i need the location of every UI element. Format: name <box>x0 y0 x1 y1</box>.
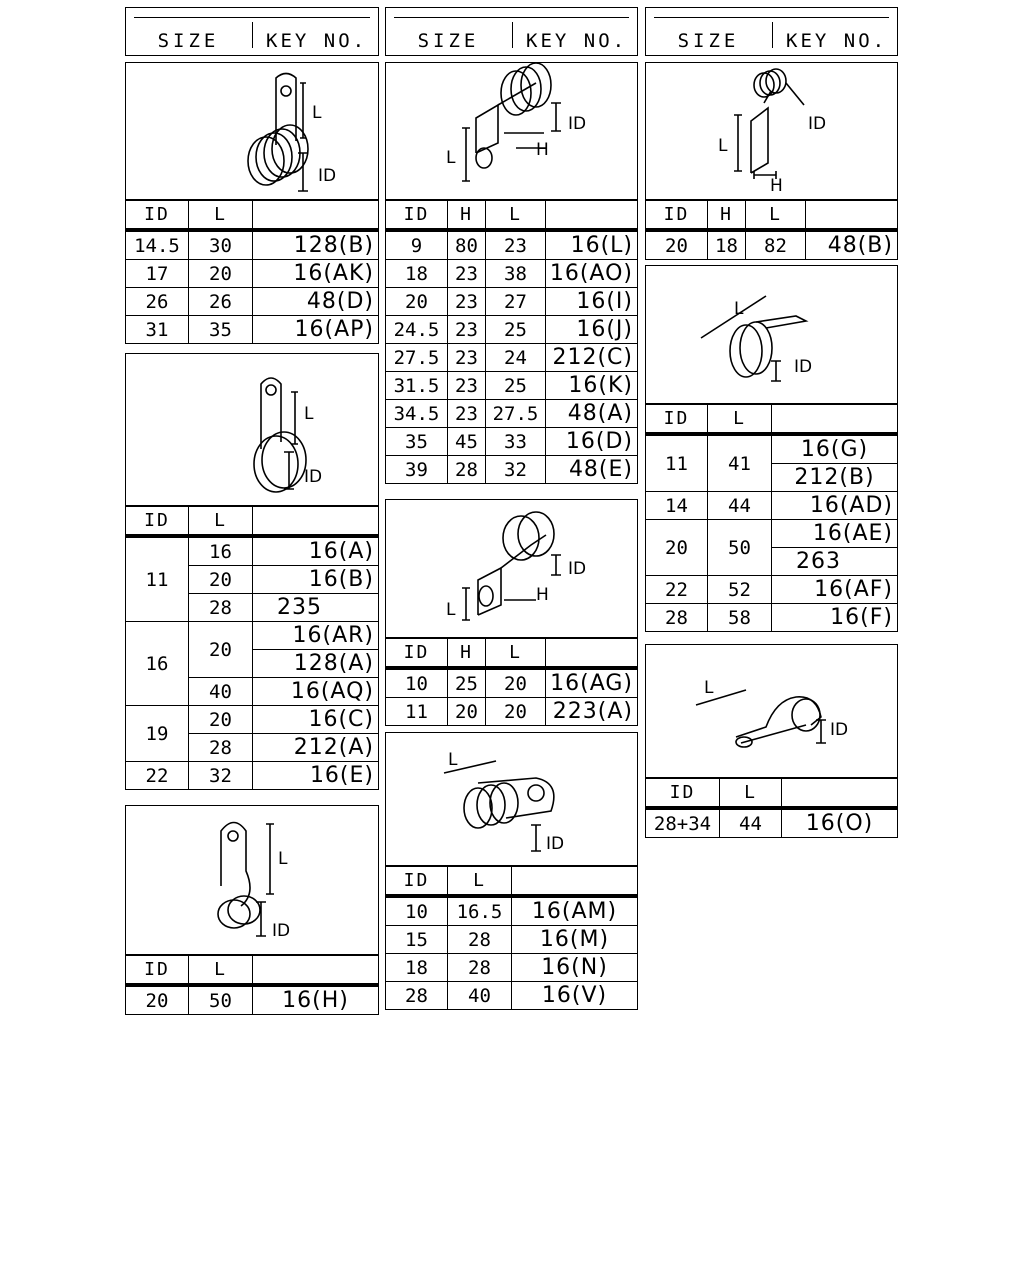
table-cell: 20 <box>386 288 448 316</box>
table-cell: 9 <box>386 230 448 260</box>
table-row <box>126 956 379 986</box>
drawing-stroke <box>501 71 531 115</box>
table-cell: 23 <box>448 260 486 288</box>
table-cell: ID <box>386 867 448 897</box>
table-row <box>646 230 898 260</box>
clamp-offset-drawing <box>386 500 639 639</box>
table-cell: 16(K) <box>546 372 638 400</box>
table-cell: 16(D) <box>546 428 638 456</box>
dimension-label: L <box>704 678 714 698</box>
drawing-stroke <box>751 108 768 173</box>
clamp-hook-drawing <box>646 63 899 201</box>
table-row <box>646 808 898 838</box>
table-cell: 40 <box>189 678 253 706</box>
table-cell: L <box>708 405 772 435</box>
table-cell: 16(AP) <box>253 316 379 344</box>
table-cell: 41 <box>708 434 772 492</box>
table-cell: 23 <box>448 316 486 344</box>
table-cell: 20 <box>189 260 253 288</box>
table-cell: 48(B) <box>806 230 898 260</box>
table-cell: 48(A) <box>546 400 638 428</box>
table-cell: 18 <box>386 260 448 288</box>
table-cell: ID <box>386 639 448 669</box>
table-row <box>386 954 638 982</box>
table-cell: L <box>189 507 253 537</box>
table-row <box>646 405 898 435</box>
table-cell: 34.5 <box>386 400 448 428</box>
clamp-loop-drawing <box>126 806 380 956</box>
table-cell: 11 <box>646 434 708 492</box>
table-cell: 82 <box>746 230 806 260</box>
size-table-c1-3 <box>125 955 379 1015</box>
table-cell: 35 <box>189 316 253 344</box>
dimension-label: H <box>536 140 549 160</box>
table-cell: L <box>486 639 546 669</box>
table-cell: ID <box>126 201 189 231</box>
table-cell: L <box>189 201 253 231</box>
clamp-figure-hook <box>645 62 898 200</box>
drawing-stroke <box>477 785 505 825</box>
table-cell: L <box>720 779 782 809</box>
key-no-header: KEY NO. <box>266 30 368 52</box>
table-cell <box>253 956 379 986</box>
table-cell: 16(N) <box>512 954 638 982</box>
table-cell: L <box>189 956 253 986</box>
table-cell: 23 <box>486 230 546 260</box>
table-cell: 16(AE) <box>772 520 898 548</box>
size-header: SIZE <box>157 30 220 52</box>
table-cell <box>546 201 638 231</box>
dimension-label: ID <box>568 114 587 134</box>
table-cell: 28 <box>448 456 486 484</box>
key-no-header: KEY NO. <box>786 30 888 52</box>
drawing-stroke <box>266 385 276 395</box>
size-table-c2-1 <box>385 200 638 484</box>
table-cell: ID <box>646 779 720 809</box>
table-cell: 16(AO) <box>546 260 638 288</box>
table-row <box>386 867 638 897</box>
table-cell: 18 <box>386 954 448 982</box>
clamp-coil-offset-drawing <box>386 63 639 201</box>
dimension-label: ID <box>830 720 849 740</box>
table-cell: 80 <box>448 230 486 260</box>
drawing-stroke <box>476 148 492 168</box>
table-row <box>126 985 379 1015</box>
drawing-stroke <box>221 823 250 907</box>
table-cell: 212(C) <box>546 344 638 372</box>
table-cell <box>253 507 379 537</box>
table-row <box>126 288 379 316</box>
dimension-label: L <box>446 148 456 168</box>
table-cell: 263 <box>772 548 898 576</box>
table-row <box>646 520 898 548</box>
table-cell: 22 <box>126 762 189 790</box>
table-cell: 24.5 <box>386 316 448 344</box>
drawing-stroke <box>528 785 544 801</box>
drawing-stroke <box>478 568 501 615</box>
dimension-label: H <box>536 585 549 605</box>
clamp-single-tab-drawing <box>126 354 380 507</box>
table-cell: 52 <box>708 576 772 604</box>
clamp-figure-cushion <box>385 732 638 866</box>
dimension-label: ID <box>304 467 323 487</box>
drawing-stroke <box>786 83 804 105</box>
clamp-figure-coil-with-tab <box>125 62 379 200</box>
table-row <box>386 668 638 698</box>
table-cell: 16(H) <box>253 985 379 1015</box>
table-cell: 16(AM) <box>512 896 638 926</box>
column-header-3 <box>645 7 898 56</box>
table-row <box>126 507 379 537</box>
table-cell: 44 <box>708 492 772 520</box>
table-row <box>646 576 898 604</box>
table-cell: 22 <box>646 576 708 604</box>
table-cell: 128(A) <box>253 650 379 678</box>
clamp-saddle-drawing <box>646 645 899 779</box>
table-row <box>646 492 898 520</box>
table-cell: 26 <box>126 288 189 316</box>
table-cell: 30 <box>189 230 253 260</box>
table-cell: 39 <box>386 456 448 484</box>
dimension-label: ID <box>568 559 587 579</box>
table-cell: 25 <box>486 372 546 400</box>
clamp-coil-tab-drawing <box>126 63 380 201</box>
table-cell: 212(A) <box>253 734 379 762</box>
table-cell: 44 <box>720 808 782 838</box>
table-cell: 28 <box>189 594 253 622</box>
drawing-stroke <box>479 586 493 606</box>
table-cell: 212(B) <box>772 464 898 492</box>
clamp-figure-single-tab <box>125 353 379 506</box>
table-cell: 16(G) <box>772 434 898 464</box>
drawing-stroke <box>281 86 291 96</box>
table-cell: 48(E) <box>546 456 638 484</box>
table-cell: 16(O) <box>782 808 898 838</box>
table-row <box>646 434 898 464</box>
table-row <box>386 288 638 316</box>
column-header-1 <box>125 7 379 56</box>
drawing-stroke <box>291 392 298 444</box>
table-cell: 16(AQ) <box>253 678 379 706</box>
dimension-label: L <box>734 299 744 319</box>
table-row <box>126 536 379 566</box>
table-cell: 58 <box>708 604 772 632</box>
table-cell: 20 <box>486 668 546 698</box>
table-row <box>386 456 638 484</box>
table-cell: ID <box>126 507 189 537</box>
table-cell: 28 <box>448 926 512 954</box>
drawing-stroke <box>490 783 518 823</box>
table-cell: 23 <box>448 344 486 372</box>
table-row <box>386 428 638 456</box>
table-cell: 16(AK) <box>253 260 379 288</box>
drawing-stroke <box>266 824 274 894</box>
table-cell: 31 <box>126 316 189 344</box>
dimension-label: L <box>446 600 456 620</box>
drawing-stroke <box>551 555 561 575</box>
table-row <box>386 926 638 954</box>
table-cell: 33 <box>486 428 546 456</box>
drawing-stroke <box>462 128 470 181</box>
table-cell: 48(D) <box>253 288 379 316</box>
size-table-c2-3 <box>385 866 638 1010</box>
clamp-figure-coil-offset <box>385 62 638 200</box>
size-header: SIZE <box>417 30 480 52</box>
table-cell: 16(AF) <box>772 576 898 604</box>
clamp-figure-saddle <box>645 644 898 778</box>
dimension-label: ID <box>794 357 813 377</box>
table-cell: 14 <box>646 492 708 520</box>
table-cell: 20 <box>189 706 253 734</box>
size-table-c3-1 <box>645 200 898 260</box>
table-cell: 28 <box>646 604 708 632</box>
table-cell: 28+34 <box>646 808 720 838</box>
table-cell: 16(A) <box>253 536 379 566</box>
table-cell: 11 <box>126 536 189 622</box>
dimension-label: ID <box>318 166 337 186</box>
table-cell: 27.5 <box>486 400 546 428</box>
table-cell: 32 <box>189 762 253 790</box>
drawing-stroke <box>464 788 492 828</box>
table-row <box>646 779 898 809</box>
drawing-stroke <box>256 902 266 936</box>
table-cell: 16(I) <box>546 288 638 316</box>
table-cell: 28 <box>448 954 512 982</box>
table-cell: 28 <box>386 982 448 1010</box>
dimension-label: H <box>770 176 783 196</box>
table-cell: 35 <box>386 428 448 456</box>
table-cell: H <box>448 201 486 231</box>
table-cell <box>782 779 898 809</box>
dimension-label: L <box>312 103 322 123</box>
table-cell: 223(A) <box>546 698 638 726</box>
table-cell: 10 <box>386 896 448 926</box>
table-cell: 24 <box>486 344 546 372</box>
table-cell: 20 <box>126 985 189 1015</box>
table-row <box>126 622 379 650</box>
clamp-figure-band <box>645 265 898 404</box>
table-cell: 16(B) <box>253 566 379 594</box>
drawing-stroke <box>228 896 260 924</box>
table-row <box>386 316 638 344</box>
table-cell <box>546 639 638 669</box>
key-no-header: KEY NO. <box>526 30 628 52</box>
table-cell: 38 <box>486 260 546 288</box>
table-row <box>386 230 638 260</box>
table-cell <box>806 201 898 231</box>
table-cell: 20 <box>189 622 253 678</box>
size-table-c1-1 <box>125 200 379 344</box>
table-row <box>386 400 638 428</box>
table-cell: 16(AG) <box>546 668 638 698</box>
dimension-label: ID <box>808 114 827 134</box>
size-table-c2-2 <box>385 638 638 726</box>
table-row <box>126 706 379 734</box>
table-cell: 25 <box>486 316 546 344</box>
table-cell: ID <box>126 956 189 986</box>
table-cell: 15 <box>386 926 448 954</box>
dimension-label: ID <box>546 834 565 854</box>
table-cell: 50 <box>189 985 253 1015</box>
table-cell: 20 <box>646 230 708 260</box>
drawing-stroke <box>771 361 781 381</box>
table-cell <box>512 867 638 897</box>
drawing-stroke <box>228 831 238 841</box>
size-table-c3-3 <box>645 778 898 838</box>
table-row <box>386 260 638 288</box>
table-cell: 128(B) <box>253 230 379 260</box>
table-cell: 17 <box>126 260 189 288</box>
table-cell: 16.5 <box>448 896 512 926</box>
table-cell: ID <box>646 201 708 231</box>
table-cell: 23 <box>448 400 486 428</box>
size-header: SIZE <box>677 30 740 52</box>
table-cell: L <box>746 201 806 231</box>
drawing-stroke <box>551 103 561 131</box>
drawing-stroke <box>476 105 498 153</box>
drawing-stroke <box>462 588 470 620</box>
table-cell: 235 <box>253 594 379 622</box>
table-cell: 10 <box>386 668 448 698</box>
table-cell: 16(M) <box>512 926 638 954</box>
table-row <box>386 698 638 726</box>
table-cell: L <box>448 867 512 897</box>
table-row <box>386 982 638 1010</box>
table-cell: 23 <box>448 288 486 316</box>
drawing-stroke <box>756 316 806 328</box>
table-cell: 28 <box>189 734 253 762</box>
table-cell: 16(E) <box>253 762 379 790</box>
dimension-label: L <box>448 750 458 770</box>
table-row <box>126 260 379 288</box>
table-cell: 16(L) <box>546 230 638 260</box>
drawing-stroke <box>792 699 820 731</box>
table-row <box>646 201 898 231</box>
table-cell: H <box>448 639 486 669</box>
table-row <box>126 201 379 231</box>
dimension-label: ID <box>272 921 291 941</box>
table-cell: 27.5 <box>386 344 448 372</box>
drawing-stroke <box>531 825 541 851</box>
table-row <box>386 639 638 669</box>
table-cell: ID <box>646 405 708 435</box>
clamp-figure-offset <box>385 499 638 638</box>
table-cell: 16 <box>189 536 253 566</box>
clamp-cushion-drawing <box>386 733 639 867</box>
table-cell: 50 <box>708 520 772 576</box>
size-table-c3-2 <box>645 404 898 632</box>
table-cell: 14.5 <box>126 230 189 260</box>
dimension-label: L <box>278 849 288 869</box>
table-cell: L <box>486 201 546 231</box>
table-cell: 16(AD) <box>772 492 898 520</box>
table-cell: 40 <box>448 982 512 1010</box>
table-row <box>386 344 638 372</box>
table-row <box>386 201 638 231</box>
column-header-2 <box>385 7 638 56</box>
table-cell: 16(C) <box>253 706 379 734</box>
table-row <box>386 372 638 400</box>
table-cell: 20 <box>448 698 486 726</box>
table-cell: 16 <box>126 622 189 706</box>
table-cell: 20 <box>189 566 253 594</box>
table-cell: 20 <box>486 698 546 726</box>
table-cell: ID <box>386 201 448 231</box>
dimension-label: L <box>304 404 314 424</box>
table-cell: 23 <box>448 372 486 400</box>
table-row <box>126 762 379 790</box>
table-cell: 26 <box>189 288 253 316</box>
table-cell: 19 <box>126 706 189 762</box>
size-table-c1-2 <box>125 506 379 790</box>
table-cell: 45 <box>448 428 486 456</box>
table-cell: 18 <box>708 230 746 260</box>
table-row <box>126 230 379 260</box>
table-row <box>126 316 379 344</box>
table-cell: 32 <box>486 456 546 484</box>
table-cell <box>772 405 898 435</box>
table-row <box>646 604 898 632</box>
clamp-band-drawing <box>646 266 899 405</box>
table-cell <box>253 201 379 231</box>
table-cell: 11 <box>386 698 448 726</box>
table-cell: 27 <box>486 288 546 316</box>
drawing-stroke <box>521 63 551 107</box>
drawing-stroke <box>734 115 742 171</box>
table-row <box>386 896 638 926</box>
table-cell: 16(V) <box>512 982 638 1010</box>
drawing-stroke <box>262 432 306 488</box>
table-cell: 25 <box>448 668 486 698</box>
table-cell: 16(AR) <box>253 622 379 650</box>
table-cell: 31.5 <box>386 372 448 400</box>
table-cell: 16(J) <box>546 316 638 344</box>
dimension-label: L <box>718 136 728 156</box>
table-cell: 16(F) <box>772 604 898 632</box>
table-cell: 20 <box>646 520 708 576</box>
clamp-figure-loop <box>125 805 379 955</box>
table-cell: H <box>708 201 746 231</box>
